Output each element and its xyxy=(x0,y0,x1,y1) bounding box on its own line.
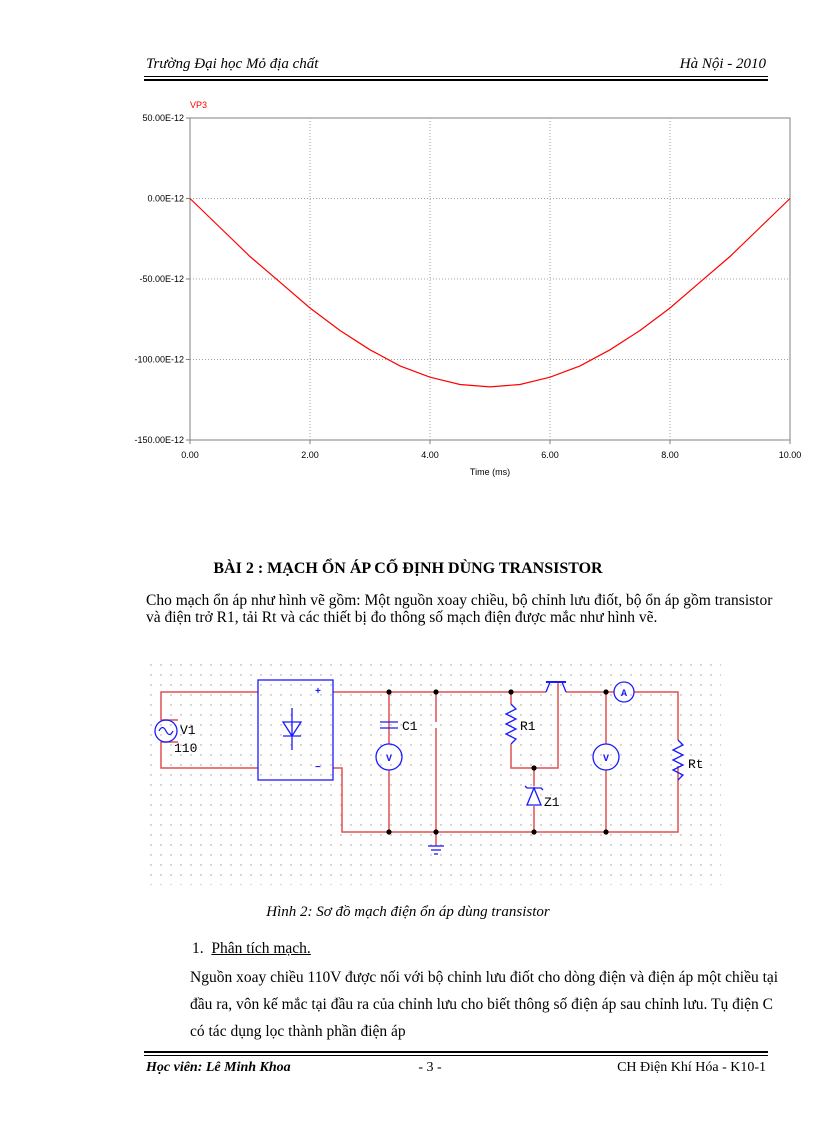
rectifier-plus: + xyxy=(314,687,322,698)
subsection-label: Phân tích mạch. xyxy=(211,940,311,957)
x-axis-label: Time (ms) xyxy=(469,467,511,477)
header-rule-thick xyxy=(144,79,768,81)
x-tick-label: 8.00 xyxy=(661,450,679,460)
grid-dots xyxy=(146,660,721,885)
y-tick-label: 0.00E-12 xyxy=(147,193,184,204)
footer-student: Học viên: Lê Minh Khoa xyxy=(146,1060,291,1075)
y-tick-label: -100.00E-12 xyxy=(134,354,184,365)
voltmeter-load-label: V xyxy=(602,754,610,765)
header-place-year: Hà Nội - 2010 xyxy=(679,56,766,72)
x-tick-label: 6.00 xyxy=(541,450,559,460)
intro-paragraph: Cho mạch ổn áp như hình vẽ gồm: Một nguồn xoay chiều, bộ chỉnh lưu điốt, bộ ổn áp gồm transistor và điện trở R1, tải Rt và các thiết bị đo thông số mạch điện được mắc như hình vẽ. xyxy=(146,592,773,626)
y-tick-labels xyxy=(134,113,184,445)
circuit-diagram xyxy=(146,660,726,890)
footer-rule-thick xyxy=(144,1051,768,1053)
x-tick-label: 10.00 xyxy=(778,450,802,460)
header-school: Trường Đại học Mỏ địa chất xyxy=(146,56,319,72)
legend-series-name: VP3 xyxy=(190,100,208,110)
x-tick-labels xyxy=(181,450,801,460)
header-rule xyxy=(144,76,768,77)
rectifier-minus: − xyxy=(314,763,322,774)
footer-rule xyxy=(144,1055,768,1056)
footer-course: CH Điện Khí Hóa - K10-1 xyxy=(617,1060,766,1075)
page-number: - 3 - xyxy=(418,1060,442,1075)
y-tick-label: 50.00E-12 xyxy=(142,113,184,123)
x-tick-label: 2.00 xyxy=(301,450,319,460)
r1-label: R1 xyxy=(520,719,536,734)
z1-label: Z1 xyxy=(544,795,560,810)
section-title: BÀI 2 : MẠCH ỔN ÁP CỐ ĐỊNH DÙNG TRANSISTOR xyxy=(213,560,603,577)
y-tick-label: -50.00E-12 xyxy=(139,274,184,284)
c1-label: C1 xyxy=(402,719,418,734)
figure-caption: Hình 2: Sơ đồ mạch điện ổn áp dùng transistor xyxy=(266,904,550,920)
body-paragraph: Nguồn xoay chiều 110V được nối với bộ chỉnh lưu điốt cho dòng điện và điện áp một chiều tại đầu ra, vôn kế mắc tại đầu ra của chỉnh lưu cho biết thông số điện áp sau chỉnh lưu. Tụ điện C có tác dụng lọc thành phần điện áp xyxy=(190,969,779,1040)
v1-value: 110 xyxy=(174,741,198,756)
ammeter-label: A xyxy=(620,689,628,700)
y-tick-label: -150.00E-12 xyxy=(134,435,184,445)
voltmeter-rectifier-label: V xyxy=(385,754,393,765)
x-tick-label: 0.00 xyxy=(181,450,199,460)
waveform-chart xyxy=(100,98,810,488)
subsection-heading xyxy=(192,940,311,958)
v1-label: V1 xyxy=(180,723,196,738)
x-tick-label: 4.00 xyxy=(421,450,439,460)
rt-label: Rt xyxy=(688,757,704,772)
subsection-number: 1. xyxy=(192,940,204,957)
